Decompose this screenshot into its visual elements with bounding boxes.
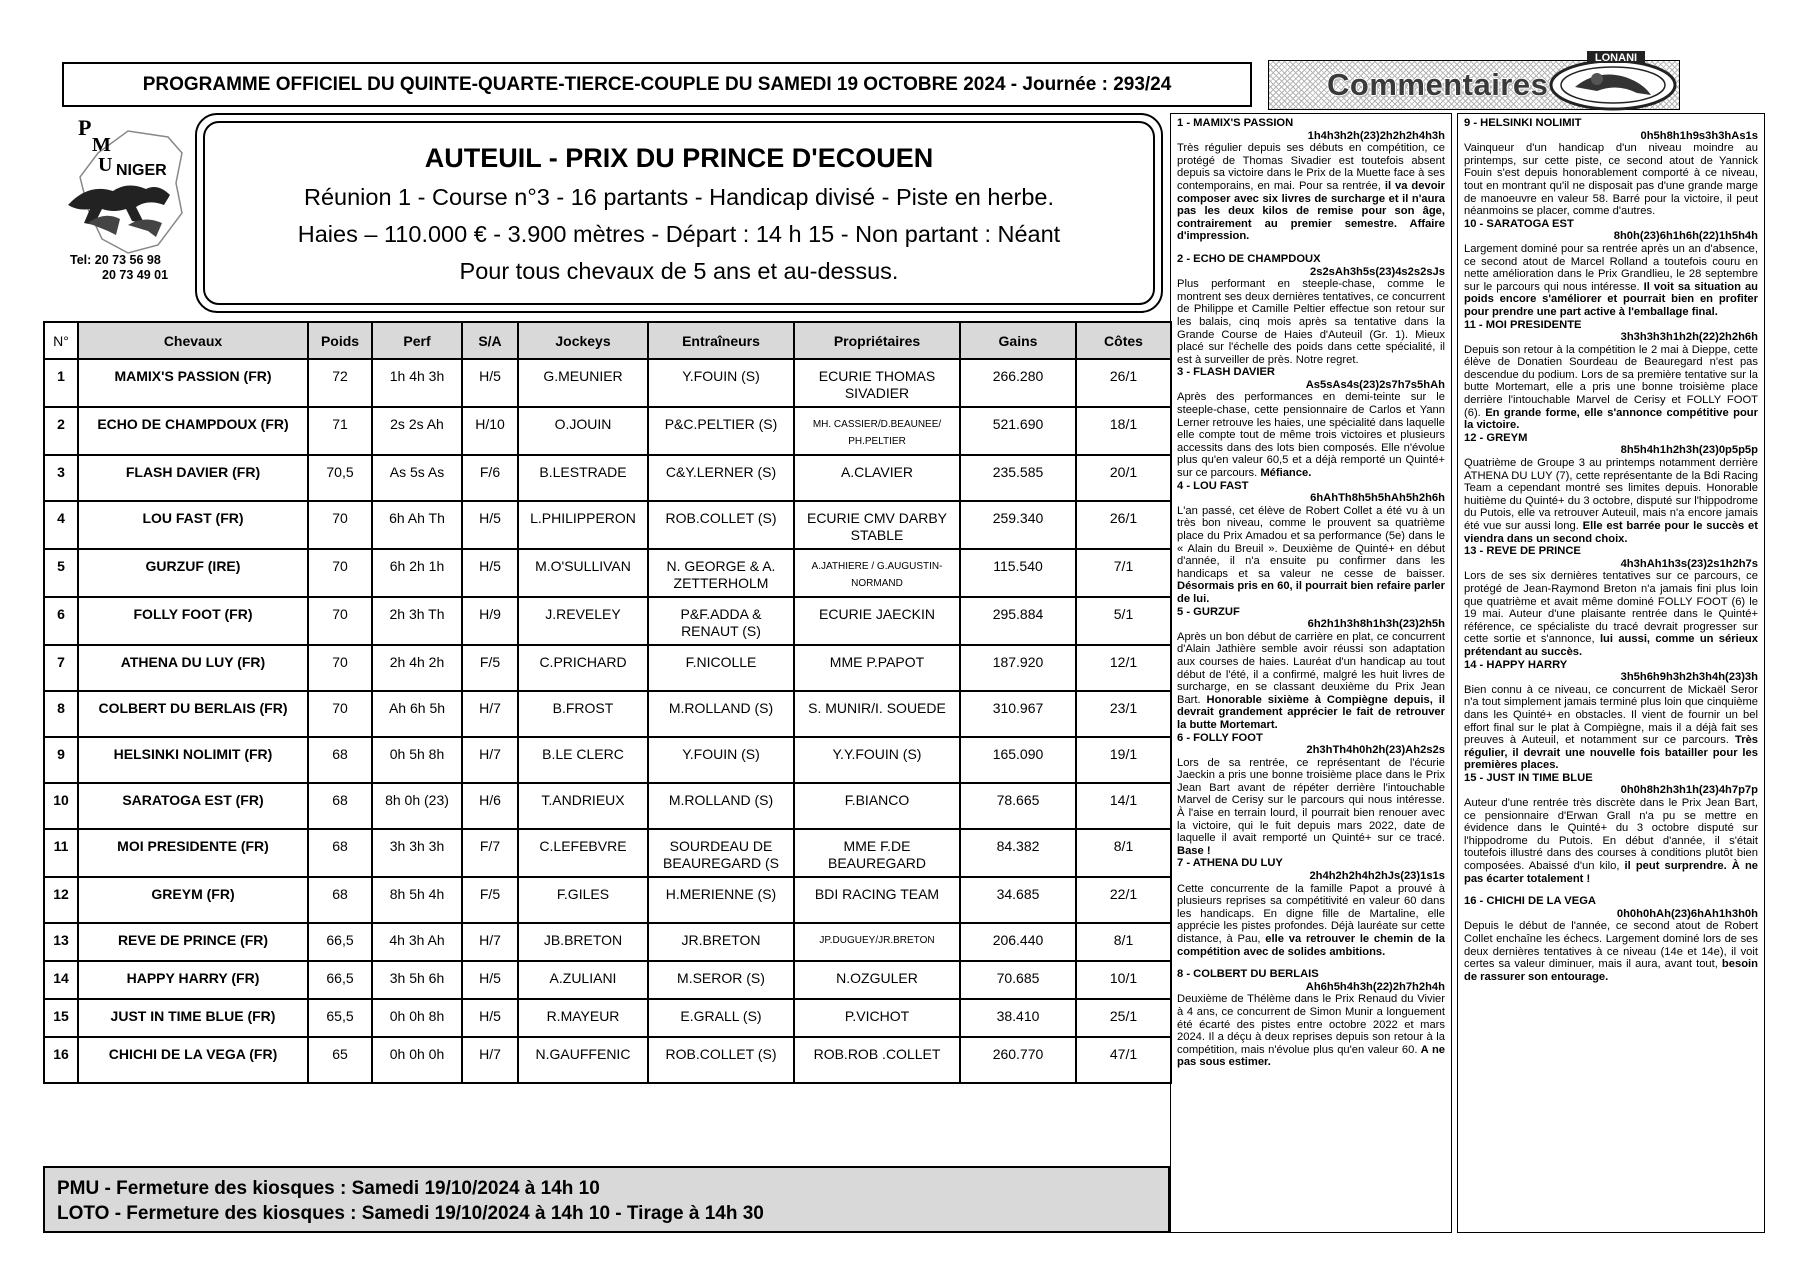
earnings: 165.090 [960,737,1076,783]
row-num: 16 [44,1037,78,1083]
horse-name: REVE DE PRINCE (FR) [78,923,308,961]
performance: 0h 5h 8h [372,737,462,783]
logo-m: M [92,134,111,156]
program-title: PROGRAMME OFFICIEL DU QUINTE-QUARTE-TIERCE-COUPLE DU SAMEDI 19 OCTOBRE 2024 - Journée : 293/24 [142,73,1172,95]
comments-column-1 [1170,113,1452,1233]
horse-name: COLBERT DU BERLAIS (FR) [78,691,308,737]
earnings: 259.340 [960,501,1076,549]
jockey: L.PHILIPPERON [518,501,648,549]
sex-age: F/7 [462,829,518,877]
comment-9: 9 - HELSINKI NOLIMIT 0h5h8h1h9s3h3hAs1s Vainqueur d'un handicap d'un niveau moindre au printemps, sur cette piste, ce second atout de Yannick Fouin s'est depuis honorablement comporté à ce niveau, tout en montrant qu'il ne disposait pas d'une grande marge de manoeuvre en valeur 58. Barré pour la victoire, il peut néanmoins se placer, comme d'autres. [1464,117,1758,218]
contact-phones [70,253,168,283]
sex-age: H/6 [462,783,518,829]
logo-niger: NIGER [116,162,167,179]
odds: 5/1 [1076,597,1171,645]
owner: Y.Y.FOUIN (S) [794,737,960,783]
trainer: E.GRALL (S) [648,999,794,1037]
table-header-row [44,322,1171,359]
weight: 68 [308,829,372,877]
jockey: C.PRICHARD [518,645,648,691]
sex-age: H/7 [462,737,518,783]
trainer: H.MERIENNE (S) [648,877,794,923]
row-num: 12 [44,877,78,923]
odds: 25/1 [1076,999,1171,1037]
table-row [44,829,1171,877]
sex-age: F/6 [462,455,518,501]
row-num: 7 [44,645,78,691]
sex-age: F/5 [462,877,518,923]
trainer: SOURDEAU DE BEAUREGARD (S [648,829,794,877]
weight: 70 [308,549,372,597]
weight: 72 [308,359,372,407]
jockey: B.FROST [518,691,648,737]
row-num: 3 [44,455,78,501]
sex-age: H/5 [462,961,518,999]
odds: 26/1 [1076,359,1171,407]
program-title-bar [62,62,1252,107]
table-row [44,407,1171,455]
jockey: C.LEFEBVRE [518,829,648,877]
row-num: 9 [44,737,78,783]
comment-2: 2 - ECHO DE CHAMPDOUX 2s2sAh3h5s(23)4s2s2sJs Plus performant en steeple-chase, comme le montrent ses deux dernières tentatives, ce concurrent de Philippe et Camille Peltier effectue son retour sur les balais, cinq mois après sa tentative dans la Grande Course de Haies d'Auteuil (Gr. 1). Mieux placé sur l'échelle des poids dans cette spécialité, il est à surveiller de près. Notre regret. [1177,252,1445,366]
owner: P.VICHOT [794,999,960,1037]
owner: BDI RACING TEAM [794,877,960,923]
row-num: 5 [44,549,78,597]
table-row [44,501,1171,549]
table-row [44,783,1171,829]
weight: 70 [308,645,372,691]
trainer: M.ROLLAND (S) [648,691,794,737]
odds: 8/1 [1076,829,1171,877]
performance: 6h 2h 1h [372,549,462,597]
weight: 68 [308,783,372,829]
race-details-2: Haies – 110.000 € - 3.900 mètres - Départ : 14 h 15 - Non partant : Néant [297,221,1061,247]
sex-age: H/5 [462,501,518,549]
trainer: Y.FOUIN (S) [648,737,794,783]
table-row [44,877,1171,923]
table-row [44,737,1171,783]
horse-name: FLASH DAVIER (FR) [78,455,308,501]
table-row [44,999,1171,1037]
trainer: ROB.COLLET (S) [648,1037,794,1083]
header-sa: S/A [462,322,518,359]
sex-age: H/7 [462,1037,518,1083]
owner: JP.DUGUEY/JR.BRETON [794,923,960,961]
earnings: 38.410 [960,999,1076,1037]
odds: 14/1 [1076,783,1171,829]
race-details-1: Réunion 1 - Course n°3 - 16 partants - Handicap divisé - Piste en herbe. [303,184,1055,210]
performance: 6h Ah Th [372,501,462,549]
horse-name: ECHO DE CHAMPDOUX (FR) [78,407,308,455]
horse-name: HAPPY HARRY (FR) [78,961,308,999]
comment-16: 16 - CHICHI DE LA VEGA 0h0h0hAh(23)6hAh1h3h0h Depuis le début de l'année, ce second atout de Robert Collet enchaîne les échecs. Largement dominé lors de ses deux dernières tentatives à ce niveau (14e et 14e), il voit certes sa valeur diminuer, mais il aura, avant tout, besoin de rassurer son entourage. [1464,895,1758,983]
sex-age: H/7 [462,923,518,961]
table-row [44,359,1171,407]
comment-14: 14 - HAPPY HARRY 3h5h6h9h3h2h3h4h(23)3h Bien connu à ce niveau, ce concurrent de Mickaël Seror n'a tout simplement jamais terminé plus loin que cinquième dans les Quinté+ en obstacles. Il vient de fournir un bel effort final sur le plat à Compiègne, mais il a déjà fait ses preuves à Auteuil, et notamment sur ce parcours. Très régulier, il devrait une nouvelle fois batailler pour les premières places. [1464,658,1759,772]
weight: 68 [308,877,372,923]
performance: 0h 0h 0h [372,1037,462,1083]
horse-name: LOU FAST (FR) [78,501,308,549]
weight: 65 [308,1037,372,1083]
performance: 3h 3h 3h [372,829,462,877]
pmu-niger-logo-icon [58,113,190,263]
odds: 22/1 [1076,877,1171,923]
performance: Ah 6h 5h [372,691,462,737]
owner: A.JATHIERE / G.AUGUSTIN-NORMAND [794,549,960,597]
logo-text: LONANI [1594,52,1638,64]
race-details-3: Pour tous chevaux de 5 ans et au-dessus. [459,258,899,284]
jockey: A.ZULIANI [518,961,648,999]
performance: 0h 0h 8h [372,999,462,1037]
sex-age: H/10 [462,407,518,455]
odds: 7/1 [1076,549,1171,597]
race-title: AUTEUIL - PRIX DU PRINCE D'ECOUEN [424,143,934,173]
jockey: F.GILES [518,877,648,923]
earnings: 115.540 [960,549,1076,597]
row-num: 15 [44,999,78,1037]
owner: ECURIE CMV DARBY STABLE [794,501,960,549]
weight: 70 [308,691,372,737]
horse-name: JUST IN TIME BLUE (FR) [78,999,308,1037]
odds: 12/1 [1076,645,1171,691]
trainer: M.SEROR (S) [648,961,794,999]
earnings: 521.690 [960,407,1076,455]
performance: 2s 2s Ah [372,407,462,455]
loto-closing: LOTO - Fermeture des kiosques : Samedi 19/10/2024 à 14h 10 - Tirage à 14h 30 [57,1203,764,1224]
closing-times-footer [43,1166,1170,1233]
horse-name: MOI PRESIDENTE (FR) [78,829,308,877]
table-row [44,961,1171,999]
jockey: N.GAUFFENIC [518,1037,648,1083]
jockey: O.JOUIN [518,407,648,455]
sex-age: H/9 [462,597,518,645]
performance: 2h 4h 2h [372,645,462,691]
comment-11: 11 - MOI PRESIDENTE 3h3h3h3h1h2h(22)2h2h6h Depuis son retour à la compétition le 2 mai à Dieppe, cette élève de Donatien Sourdeau de Beauregard n'est pas descendue du podium. Lors de sa première tentative sur la butte Mortemart, elle a pris une bonne troisième place derrière l'intouchable Marvel de Cerisy et FOLLY FOOT (6). En grande forme, elle s'annonce compétitive pour la victoire. [1464,318,1758,432]
comment-8: 8 - COLBERT DU BERLAIS Ah6h5h4h3h(22)2h7h2h4h Deuxième de Thélème dans le Prix Renaud du Vivier à 4 ans, ce concurrent de Simon Munir a longuement été écarté des pistes entre octobre 2022 et mars 2024. Il a déçu à deux reprises depuis son retour à la compétition, mais n'évolue plus qu'en valeur 60. A ne pas sous estimer. [1177,968,1446,1069]
owner: A.CLAVIER [794,455,960,501]
header-cotes: Côtes [1076,322,1171,359]
jockey: R.MAYEUR [518,999,648,1037]
comments-header [1268,52,1680,110]
performance: 8h 5h 4h [372,877,462,923]
trainer: C&Y.LERNER (S) [648,455,794,501]
header-perf: Perf [372,322,462,359]
horse-name: SARATOGA EST (FR) [78,783,308,829]
horse-name: CHICHI DE LA VEGA (FR) [78,1037,308,1083]
phone-2: 20 73 49 01 [102,268,169,282]
owner: N.OZGULER [794,961,960,999]
odds: 10/1 [1076,961,1171,999]
sex-age: H/5 [462,999,518,1037]
earnings: 310.967 [960,691,1076,737]
row-num: 11 [44,829,78,877]
earnings: 206.440 [960,923,1076,961]
logo-p: P [78,115,92,140]
table-row [44,645,1171,691]
phone-1: Tel: 20 73 56 98 [70,253,161,267]
runners-table [43,321,1172,1084]
comment-10: 10 - SARATOGA EST 8h0h(23)6h1h6h(22)1h5h4h Largement dominé pour sa rentrée après un an d'absence, ce second atout de Marcel Rolland a toutefois couru en nette amélioration dans le Prix Grandlieu, le 28 septembre sur le parcours qui nous intéresse. Il voit sa situation au poids encore s'améliorer et pourrait bien en profiter pour prendre une part active à l'emballage final. [1464,217,1758,318]
odds: 18/1 [1076,407,1171,455]
table-row [44,549,1171,597]
earnings: 260.770 [960,1037,1076,1083]
comments-column-2 [1457,113,1765,1233]
owner: MME F.DE BEAUREGARD [794,829,960,877]
header-poids: Poids [308,322,372,359]
owner: S. MUNIR/I. SOUEDE [794,691,960,737]
jockey: B.LESTRADE [518,455,648,501]
comment-3: 3 - FLASH DAVIER As5sAs4s(23)2s7h7s5hAh Après des performances en demi-teinte sur le steeple-chase, cette pensionnaire de Carlos et Yann Lerner retrouve les haies, une spécialité dans laquelle elle compte tout de même trois victoires et plusieurs accessits dans des lots bien composés. Elle n'évolue plus qu'en valeur 60,5 et a déjà remporté un Quinté+ sur ce parcours. Méfiance. [1177,366,1445,480]
row-num: 6 [44,597,78,645]
sex-age: F/5 [462,645,518,691]
horse-name: GREYM (FR) [78,877,308,923]
performance: 8h 0h (23) [372,783,462,829]
comment-13: 13 - REVE DE PRINCE 4h3hAh1h3s(23)2s1h2h7s Lors de ses six dernières tentatives sur ce parcours, ce protégé de Jean-Raymond Breton n'a jamais fini plus loin que quatrième et avait même dominé FOLLY FOOT (6) le 19 mai. Auteur d'une plaisante rentrée dans le Quinté+ référence, ce spécialiste du tracé devrait progresser sur cette sortie et s'annonce, lui aussi, comme un sérieux prétendant au succès. [1464,545,1758,658]
owner: MME P.PAPOT [794,645,960,691]
performance: 1h 4h 3h [372,359,462,407]
header-gains: Gains [960,322,1076,359]
pmu-closing: PMU - Fermeture des kiosques : Samedi 19/10/2024 à 14h 10 [57,1178,600,1199]
odds: 8/1 [1076,923,1171,961]
earnings: 295.884 [960,597,1076,645]
logo-u: U [98,154,113,176]
owner: ECURIE THOMAS SIVADIER [794,359,960,407]
jockey: J.REVELEY [518,597,648,645]
odds: 20/1 [1076,455,1171,501]
horse-name: HELSINKI NOLIMIT (FR) [78,737,308,783]
earnings: 34.685 [960,877,1076,923]
weight: 71 [308,407,372,455]
race-info-box [195,113,1163,313]
weight: 66,5 [308,961,372,999]
jockey: G.MEUNIER [518,359,648,407]
row-num: 10 [44,783,78,829]
trainer: Y.FOUIN (S) [648,359,794,407]
weight: 70,5 [308,455,372,501]
table-row [44,1037,1171,1083]
odds: 47/1 [1076,1037,1171,1083]
earnings: 187.920 [960,645,1076,691]
earnings: 84.382 [960,829,1076,877]
comment-12: 12 - GREYM 8h5h4h1h2h3h(23)0p5p5p Quatrième de Groupe 3 au printemps notamment derrière ATHENA DU LUY (7), cette représentante de la Bdi Racing Team a cependant montré ses limites depuis. Honorable huitième du Quinté+ du 3 octobre, disputé sur l'hippodrome du Putois, elle va retrouver Auteuil, mais n'a encore jamais été vue sur aussi long. Elle est barrée pour le succès et viendra dans un second choix. [1464,431,1758,545]
trainer: M.ROLLAND (S) [648,783,794,829]
trainer: ROB.COLLET (S) [648,501,794,549]
row-num: 14 [44,961,78,999]
jockey: JB.BRETON [518,923,648,961]
owner: F.BIANCO [794,783,960,829]
sex-age: H/5 [462,359,518,407]
sex-age: H/7 [462,691,518,737]
odds: 19/1 [1076,737,1171,783]
comment-1: 1 - MAMIX'S PASSION 1h4h3h2h(23)2h2h2h4h3h Très régulier depuis ses débuts en compétition, ce protégé de Thomas Sivadier est toutefois absent depuis sa victoire dans le Prix de la Muette face à ses contemporains, en mai. Pour sa rentrée, il va devoir composer avec six livres de surcharge et il n'aura pas les deux kilos de remise pour son âge, contrairement au premier semestre. Affaire d'impression. [1177,117,1445,243]
row-num: 4 [44,501,78,549]
header-entraineurs: Entraîneurs [648,322,794,359]
owner: ECURIE JAECKIN [794,597,960,645]
comments-title: Commentaires [1327,67,1549,102]
weight: 68 [308,737,372,783]
row-num: 13 [44,923,78,961]
jockey: B.LE CLERC [518,737,648,783]
earnings: 266.280 [960,359,1076,407]
row-num: 2 [44,407,78,455]
performance: As 5s As [372,455,462,501]
odds: 26/1 [1076,501,1171,549]
owner: ROB.ROB .COLLET [794,1037,960,1083]
trainer: P&C.PELTIER (S) [648,407,794,455]
header-chevaux: Chevaux [78,322,308,359]
comment-4: 4 - LOU FAST 6hAhTh8h5h5hAh5h2h6h L'an passé, cet élève de Robert Collet a été vu à un très bon niveau, comme le prouvent sa quatrième place du Prix Amadou et sa performance (5e) dans le « Alain du Breuil ». Deuxième de Quinté+ en début d'année, il n'a ensuite pu confirmer dans les handicaps et sa valeur ne cesse de baisser. Désormais pris en 60, il pourrait bien refaire parler de lui. [1177,479,1445,605]
table-row [44,923,1171,961]
performance: 4h 3h Ah [372,923,462,961]
horse-name: MAMIX'S PASSION (FR) [78,359,308,407]
row-num: 8 [44,691,78,737]
horse-name: ATHENA DU LUY (FR) [78,645,308,691]
sex-age: H/5 [462,549,518,597]
jockey: M.O'SULLIVAN [518,549,648,597]
table-row [44,455,1171,501]
trainer: P&F.ADDA & RENAUT (S) [648,597,794,645]
race-info-inner [203,121,1155,305]
odds: 23/1 [1076,691,1171,737]
weight: 66,5 [308,923,372,961]
lonani-logo-icon [1547,47,1677,113]
trainer: JR.BRETON [648,923,794,961]
weight: 65,5 [308,999,372,1037]
weight: 70 [308,501,372,549]
earnings: 235.585 [960,455,1076,501]
trainer: N. GEORGE & A. ZETTERHOLM [648,549,794,597]
performance: 2h 3h Th [372,597,462,645]
earnings: 70.685 [960,961,1076,999]
horse-name: GURZUF (IRE) [78,549,308,597]
jockey: T.ANDRIEUX [518,783,648,829]
comment-5: 5 - GURZUF 6h2h1h3h8h1h3h(23)2h5h Après un bon début de carrière en plat, ce concurrent d'Alain Jathière semble avoir réussi son adaptation aux courses de haies. Lauréat d'un handicap au tout début de l'été, il a confirmé, malgré les huit livres de surcharge, en se classant deuxième du Prix Jean Bart. Honorable sixième à Compiègne depuis, il devrait grandement apprécier le fait de retrouver la butte Mortemart. [1177,605,1445,731]
performance: 3h 5h 6h [372,961,462,999]
row-num: 1 [44,359,78,407]
header-proprietaires: Propriétaires [794,322,960,359]
weight: 70 [308,597,372,645]
table-row [44,691,1171,737]
horse-name: FOLLY FOOT (FR) [78,597,308,645]
owner: MH. CASSIER/D.BEAUNEE/ PH.PELTIER [794,407,960,455]
header-jockeys: Jockeys [518,322,648,359]
comment-15: 15 - JUST IN TIME BLUE 0h0h8h2h3h1h(23)4h7p7p Auteur d'une rentrée très discrète dans le Prix Jean Bart, ce pensionnaire d'Erwan Grall n'a pu se mettre en évidence dans le Quinté+ du 3 octobre disputé sur l'hippodrome du Putois. En début d'année, il s'était toutefois illustré dans des courses à conditions plutôt bien composées. Abaissé d'un kilo, il peut surprendre. À ne pas écarter totalement ! [1464,771,1758,885]
table-row [44,597,1171,645]
comment-7: 7 - ATHENA DU LUY 2h4h2h2h4h2hJs(23)1s1s Cette concurrente de la famille Papot a prouvé à plusieurs reprises sa compétitivité en valeur 60 dans les handicaps. En digne fille de Martaline, elle apprécie les pistes profondes. Déjà lauréate sur cette distance, à Pau, elle va retrouver le chemin de la compétition avec de solides ambitions. [1177,857,1445,958]
header-num: N° [44,322,78,359]
comment-6: 6 - FOLLY FOOT 2h3hTh4h0h2h(23)Ah2s2s Lors de sa rentrée, ce représentant de l'écurie Jaeckin a pris une bonne troisième place dans le Prix Jean Bart avant de répéter derrière l'intouchable Marvel de Cerisy sur le parcours qui nous intéresse. À l'aise en terrain lourd, il pourrait bien renouer avec la victoire, qui le fuit depuis mars 2022, date de laquelle il avait remporté un Quinté+ sur ce tracé. Base ! [1177,731,1445,857]
trainer: F.NICOLLE [648,645,794,691]
earnings: 78.665 [960,783,1076,829]
